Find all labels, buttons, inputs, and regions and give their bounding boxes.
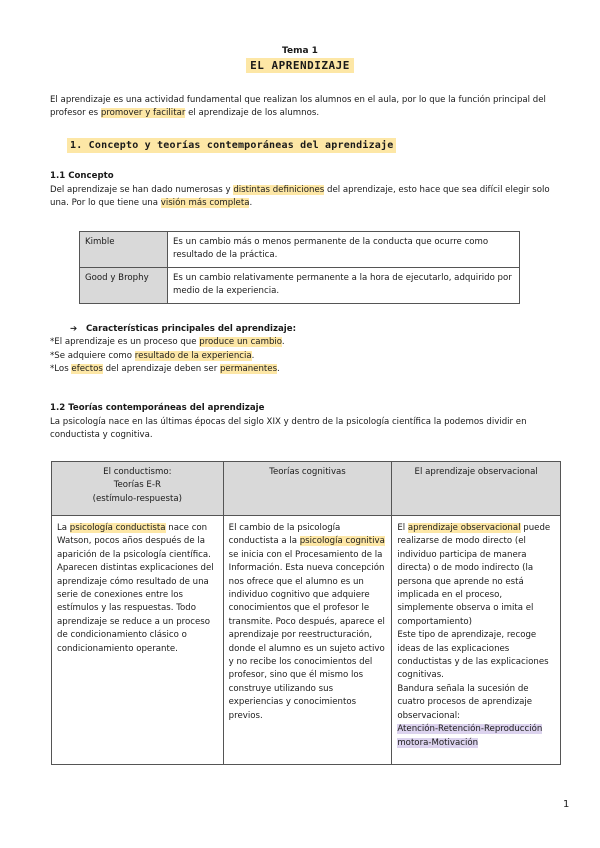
list-item xyxy=(50,350,560,363)
intro-paragraph xyxy=(50,94,560,121)
title-wrapper xyxy=(0,58,600,74)
cell-text: El cambio de la psicología conductista a la xyxy=(228,523,341,547)
list-item xyxy=(50,363,560,376)
char-highlight: produce un cambio xyxy=(199,337,282,348)
header-cognitivas: Teorías cognitivas xyxy=(223,462,392,516)
subheading-teorias: 1.2 Teorías contemporáneas del aprendizaje xyxy=(50,403,265,413)
char-text: . xyxy=(281,337,285,348)
characteristics-block xyxy=(50,323,560,377)
cell-text: puede realizarse de modo directo (el individuo participa de manera directa) o de modo indirecto (la persona que aprende no está implicada en el proceso, simplemente observa o imita el comportamiento) xyxy=(397,523,551,627)
table-row xyxy=(80,267,520,303)
cell-paragraph xyxy=(397,723,555,750)
cell-text: El xyxy=(397,523,408,533)
header-line: Teorías E-R xyxy=(113,480,161,491)
subheading-concepto: 1.1 Concepto xyxy=(50,171,114,181)
cell-observacional xyxy=(392,516,561,765)
cell-highlight: aprendizaje observacional xyxy=(407,523,521,533)
intro-highlight: promover y facilitar xyxy=(100,108,186,119)
char-text: . xyxy=(277,364,280,375)
cell-highlight: psicología cognitiva xyxy=(299,536,385,547)
concepto-highlight-2: visión más completa xyxy=(160,198,250,209)
char-text: . xyxy=(251,350,255,361)
definition-author: Good y Brophy xyxy=(80,267,168,303)
intro-text-2: el aprendizaje de los alumnos. xyxy=(185,108,320,119)
section-heading: 1. Concepto y teorías contemporáneas del aprendizaje xyxy=(67,138,396,153)
characteristics-heading-text: Características principales del aprendizaje: xyxy=(86,324,297,334)
char-text: *Los xyxy=(50,364,72,375)
char-highlight: permanentes xyxy=(219,364,278,375)
char-highlight: efectos xyxy=(71,364,103,375)
arrow-right-icon: ➔ xyxy=(70,324,78,334)
cell-text: La xyxy=(57,523,70,533)
cell-paragraph xyxy=(397,522,555,629)
header-line: (estímulo-respuesta) xyxy=(92,493,183,504)
cell-paragraph: Bandura señala la sucesión de cuatro procesos de aprendizaje observacional: xyxy=(397,683,533,721)
concepto-text-1: Del aprendizaje se han dado numerosas y xyxy=(50,185,234,195)
definitions-table xyxy=(79,231,520,304)
definition-author: Kimble xyxy=(80,232,168,268)
concepto-text-2: del aprendizaje, esto hace que sea difícil elegir solo una. Por lo que tiene una xyxy=(50,185,550,209)
table-row xyxy=(52,516,561,765)
header-line: El conductismo: xyxy=(103,467,172,477)
char-text: *El aprendizaje es un proceso que xyxy=(50,337,200,348)
table-header-row xyxy=(52,462,561,516)
cell-paragraph: Este tipo de aprendizaje, recoge ideas de las explicaciones conductistas y de las explicaciones cognitivas. xyxy=(397,630,549,681)
characteristics-heading xyxy=(70,323,560,336)
list-item xyxy=(50,336,560,349)
page-title: EL APRENDIZAJE xyxy=(246,58,354,73)
char-text: del aprendizaje deben ser xyxy=(102,364,220,375)
concepto-highlight-1: distintas definiciones xyxy=(233,185,325,195)
page-number: 1 xyxy=(563,799,570,810)
concepto-text-3: . xyxy=(249,198,253,209)
teorias-paragraph: La psicología nace en las últimas épocas del siglo XIX y dentro de la psicología científica la podemos dividir en conductista y cognitiva. xyxy=(50,417,527,441)
theories-table xyxy=(51,461,561,765)
char-highlight: resultado de la experiencia xyxy=(134,350,252,361)
cell-text: se inicia con el Procesamiento de la Información. Esta nueva concepción nos ofrece que el alumno es un individuo cognitivo que adquiere conocimientos que el profesor le transmite. Poco después, aparece el aprendizaje por reestructuración, donde el alumno es un sujeto activo y no recibe los conocimientos del profesor, sino que él mismo los construye utilizando sus experiencias y conocimientos previos. xyxy=(228,549,385,721)
definition-text: Es un cambio más o menos permanente de la conducta que ocurre como resultado de la práctica. xyxy=(168,232,520,268)
cell-text: nace con Watson, pocos años después de la aparición de la psicología científica. Aparecen distintas explicaciones del aprendizaje cómo resultado de una serie de conexiones entre los estímulos y las respuestas. Todo aprendizaje se reduce a un proceso de condicionamiento clásico o condicionamiento operante. xyxy=(57,523,214,654)
table-row xyxy=(80,232,520,268)
cell-highlight: psicología conductista xyxy=(69,523,166,533)
topic-label: Tema 1 xyxy=(282,46,318,56)
header-conductismo xyxy=(52,462,224,516)
char-text: *Se adquiere como xyxy=(50,350,135,361)
intro-text-1: El aprendizaje es una actividad fundamental que realizan los alumnos en el aula, por lo que la función principal del profesor es xyxy=(50,95,546,119)
definition-text: Es un cambio relativamente permanente a la hora de ejecutarlo, adquirido por medio de la experiencia. xyxy=(168,267,520,303)
cell-conductismo xyxy=(52,516,224,765)
cell-cognitivas xyxy=(223,516,392,765)
header-observacional: El aprendizaje observacional xyxy=(392,462,561,516)
concepto-paragraph xyxy=(50,184,562,211)
cell-highlight-purple: Atención-Retención-Reproducción motora-Motivación xyxy=(397,724,543,748)
